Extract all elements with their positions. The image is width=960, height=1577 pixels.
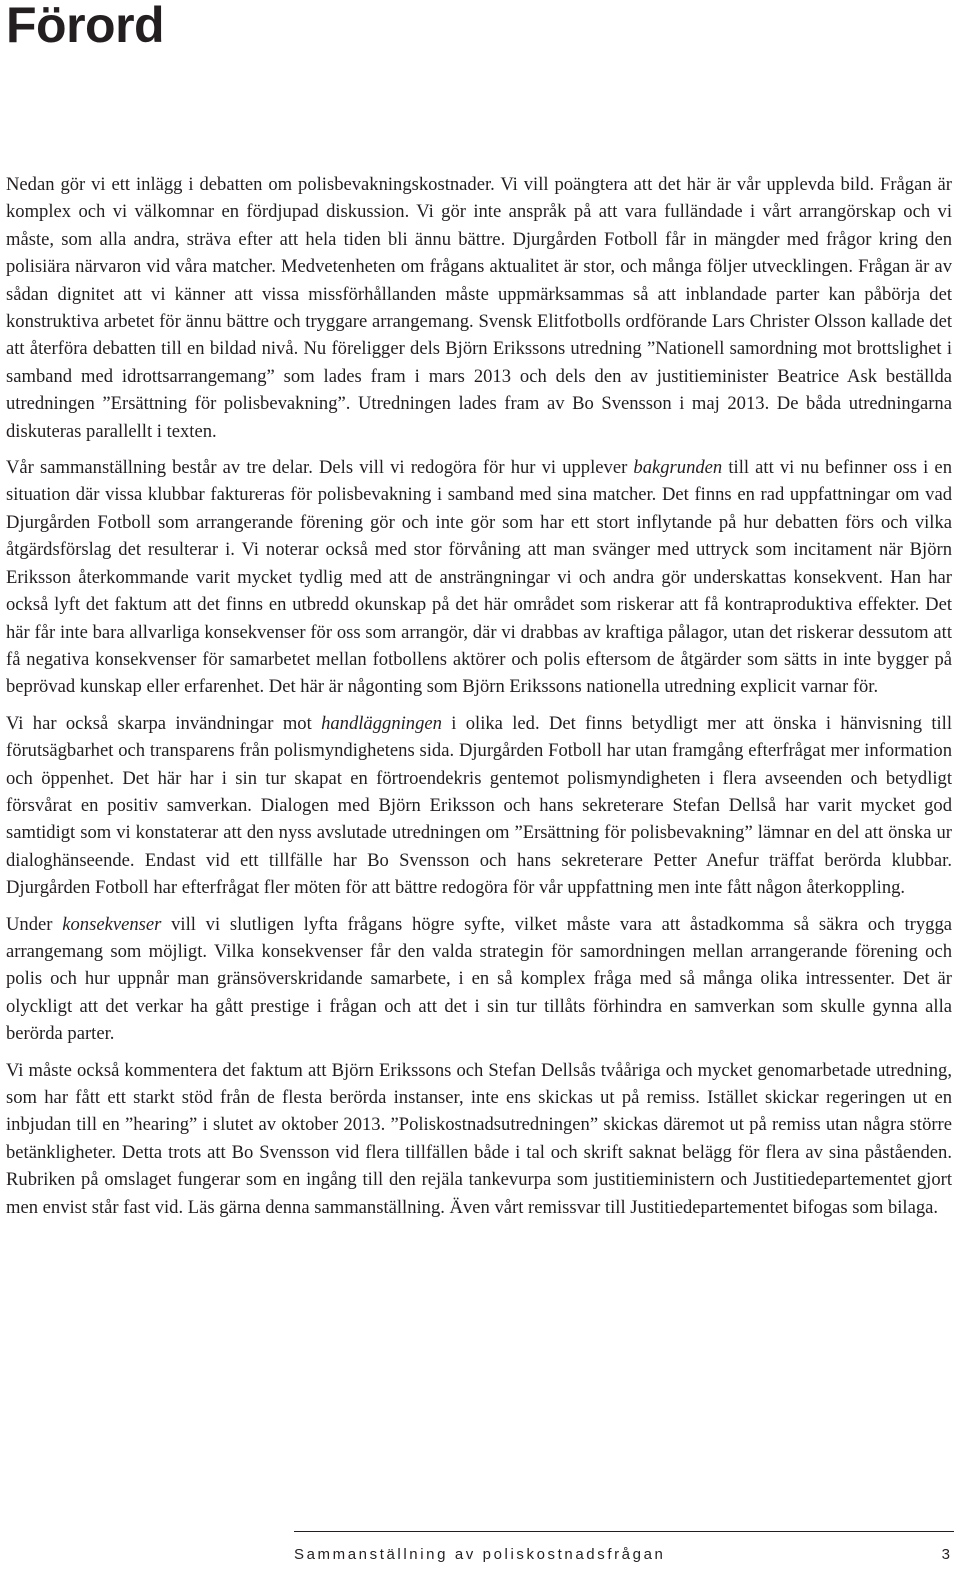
paragraph — [6, 911, 952, 1048]
page-title: Förord — [6, 0, 165, 53]
paragraph-text: Nedan gör vi ett inlägg i debatten om polisbevakningskostnader. Vi vill poängtera att det här är vår upplevda bild. Frågan är komplex och vi välkomnar en fördjupad diskussion. Vi gör inte anspråk på att vara fulländade i vårt arrangörskap och vi måste, som alla andra, sträva efter att hela tiden bli ännu bättre. Djurgården Fotboll får in mängder med frågor kring den polisiära närvaron vid våra matcher. Medvetenheten om frågans aktualitet är stor, och många följer utvecklingen. Frågan är av sådan dignitet att vi känner att vissa missförhållanden måste uppmärksammas så att inblandade parter kan påbörja det konstruktiva arbetet för ännu bättre och tryggare arrangemang. Svensk Elitfotbolls ordförande Lars Christer Olsson kallade det att återföra debatten till en bildad nivå. Nu föreligger dels Björn Erikssons utredning ”Nationell samordning mot brottslighet i samband med idrottsarrangemang” som lades fram i mars 2013 och dels den av justitieminister Beatrice Ask beställda utredningen ”Ersättning för polisbevakning”. Utredningen lades fram av Bo Svensson i maj 2013. De båda utredningarna diskuteras parallellt i texten. — [6, 174, 952, 442]
paragraph-text: till att vi nu befinner oss i en situation där vissa klubbar faktureras för polisbevakning i samband med sina matcher. Det finns en rad uppfattningar om vad Djurgården Fotboll som arrangerande förening gör och inte gör som har ett stort inflytande på hur debatten förs och vilka åtgärdsförslag det resulterar i. Vi noterar också med stor förvåning att man svänger med uttryck som incitament när Björn Eriksson återkommande varit mycket tydlig med att de ansträngningar vi och andra gör underskattas konsekvent. Han har också lyft det faktum att det finns en utbredd okunskap på det här området som riskerar att få kontraproduktiva effekter. Det här får inte bara allvarliga konsekvenser för oss som arrangör, där vi drabbas av kraftiga pålagor, utan det riskerar dessutom att få negativa konsekvenser för samarbetet mellan fotbollens aktörer och polis eftersom de åtgärder som sätts in inte bygger på beprövad kunskap eller erfarenhet. Det här är någonting som Björn Erikssons nationella utredning explicit varnar för. — [6, 457, 952, 698]
body-text — [6, 171, 952, 1230]
paragraph — [6, 171, 952, 445]
emphasis-bakgrunden: bakgrunden — [633, 457, 723, 479]
paragraph — [6, 454, 952, 701]
footer-title: Sammanställning av poliskostnadsfrågan — [294, 1546, 666, 1563]
emphasis-konsekvenser: konsekvenser — [62, 913, 162, 935]
footer-divider — [294, 1531, 954, 1532]
emphasis-handlaggningen: handläggningen — [321, 712, 442, 734]
paragraph-text: Vår sammanställning består av tre delar. Dels vill vi redogöra för hur vi upplever — [6, 457, 634, 479]
page-number: 3 — [941, 1546, 950, 1563]
paragraph-text: Vi måste också kommentera det faktum att Björn Erikssons och Stefan Dellsås tvååriga och mycket genomarbetade utredning, som har fått ett starkt stöd från de flesta berörda instanser, inte ens skickas ut på remiss. Istället skickar regeringen ut en inbjudan till en ”hearing” i slutet av oktober 2013. ”Poliskostnadsutredningen” skickas däremot ut på remiss utan några större betänkligheter. Detta trots att Bo Svensson vid flera tillfällen både i tal och skrift saknat belägg för flera av sina påståenden. Rubriken på omslaget fungerar som en ingång till den rejäla tankevurpa som justitieministern och Justitiedepartementet gjort men envist står fast vid. Läs gärna denna sammanställning. Även vårt remissvar till Justitiedepartementet bifogas som bilaga. — [6, 1059, 952, 1218]
paragraph-text: Vi har också skarpa invändningar mot — [6, 712, 322, 734]
paragraph — [6, 1057, 952, 1221]
paragraph — [6, 710, 952, 902]
paragraph-text: vill vi slutligen lyfta frågans högre syfte, vilket måste vara att åstadkomma så säkra och trygga arrangemang som möjligt. Vilka konsekvenser får den valda strategin för samordningen mellan arrangerande förening och polis och hur uppnår man gränsöverskridande samarbete, i en så komplex fråga med så många olika intressenter. Det är olyckligt att det verkar ha gått prestige i frågan och att det i sin tur tillåts förhindra en samverkan som skulle gynna alla berörda parter. — [6, 913, 952, 1045]
paragraph-text: i olika led. Det finns betydligt mer att önska i hänvisning till förutsägbarhet och transparens från polismyndighetens sida. Djurgården Fotboll har utan framgång efterfrågat mer information och öppenhet. Det här har i sin tur skapat en förtroendekris gentemot polismyndigheten i flera avseenden och betydligt försvårat en positiv samverkan. Dialogen med Björn Eriksson och hans sekreterare Stefan Dellså har varit mycket god samtidigt som vi konstaterar att den nyss avslutade utredningen om ”Ersättning för polisbevakning” lämnar en del att önska ur dialoghänseende. Endast vid ett tillfälle har Bo Svensson och hans sekreterare Petter Anefur träffat berörda klubbar. Djurgården Fotboll har efterfrågat fler möten för att bättre redogöra för vår uppfattning men inte fått någon återkoppling. — [6, 712, 952, 899]
paragraph-text: Under — [6, 913, 63, 935]
